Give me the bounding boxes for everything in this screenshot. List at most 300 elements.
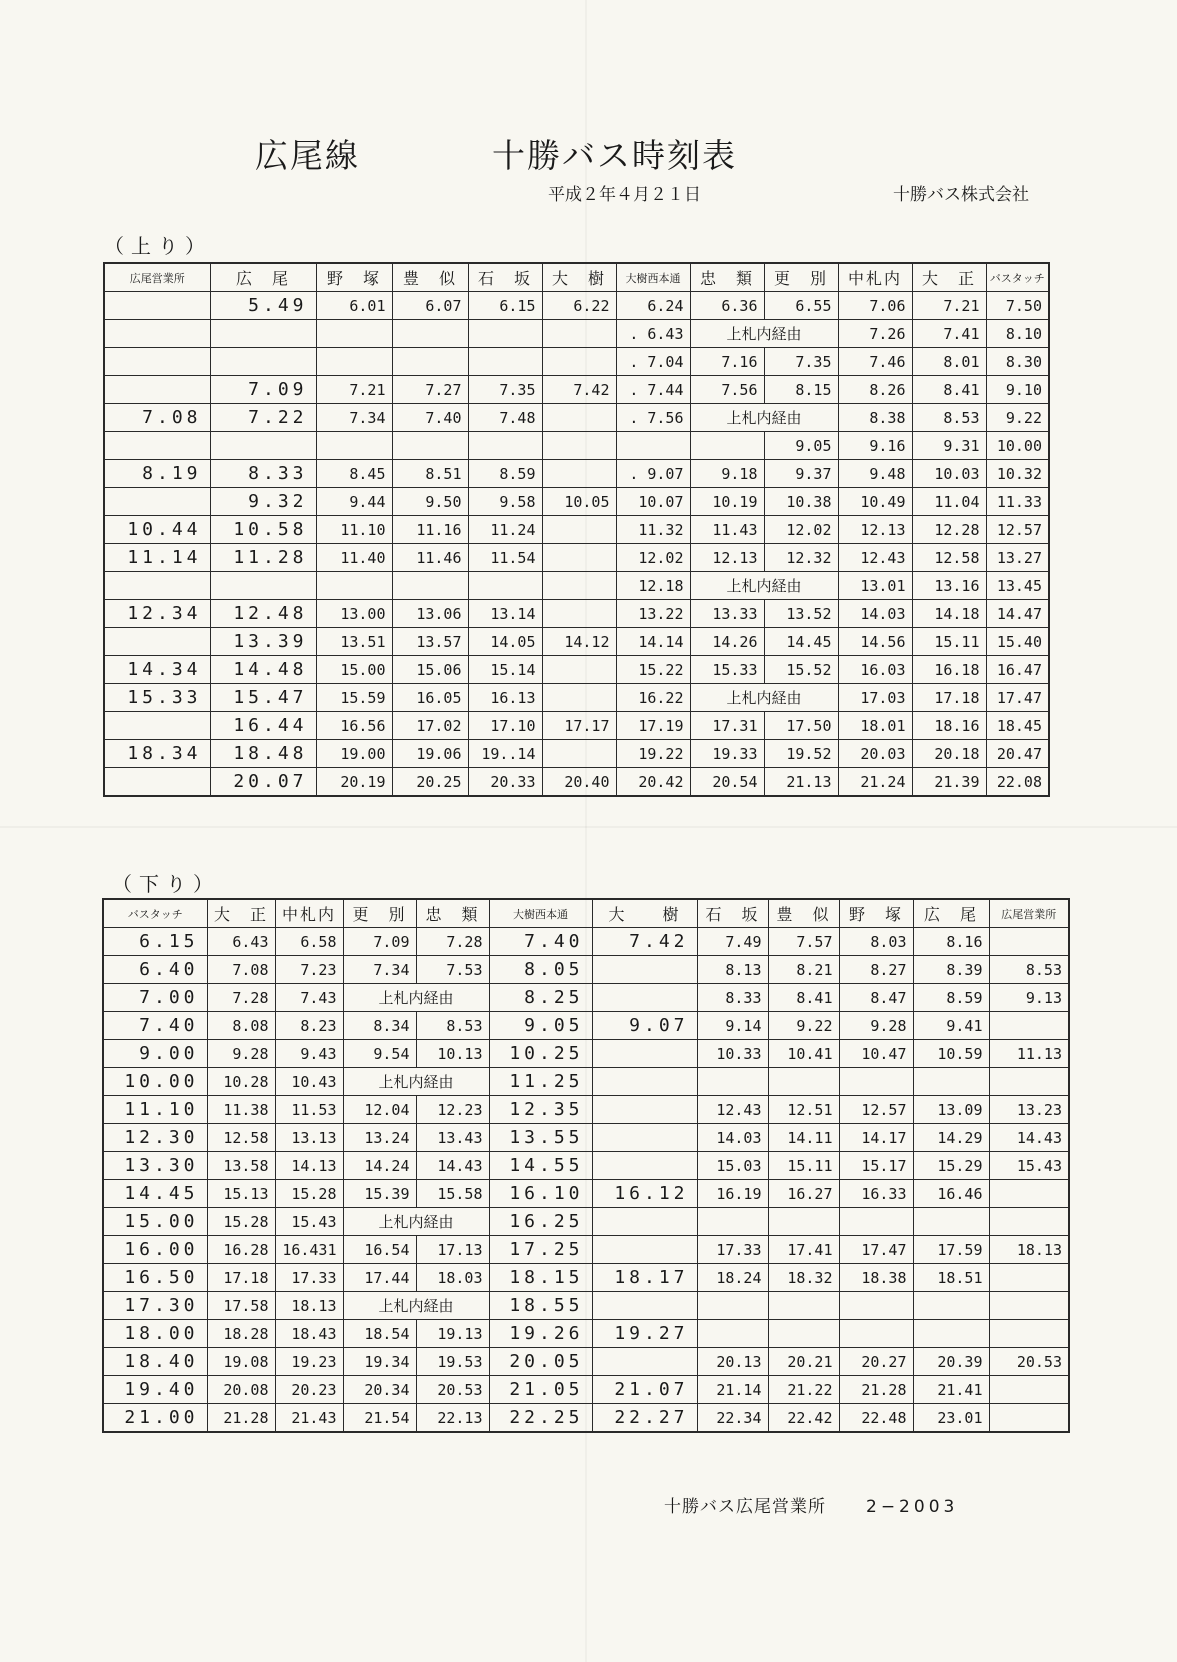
- time-cell: 7.46: [838, 348, 912, 376]
- time-cell: 22.42: [768, 1404, 839, 1433]
- time-cell: 9.44: [316, 488, 392, 516]
- time-cell: 18.32: [768, 1264, 839, 1292]
- time-cell: [392, 572, 468, 600]
- time-cell: 17.33: [697, 1236, 768, 1264]
- time-cell: 13.06: [392, 600, 468, 628]
- time-cell: 17.31: [690, 712, 764, 740]
- time-cell: 6.24: [616, 292, 690, 320]
- time-cell: 8.51: [392, 460, 468, 488]
- table-row: [103, 956, 1069, 984]
- time-cell: 14.48: [210, 656, 316, 684]
- time-cell: 17.18: [912, 684, 986, 712]
- time-cell: 13.23: [989, 1096, 1069, 1124]
- time-cell: [989, 1208, 1069, 1236]
- via-note: 上札内経由: [690, 320, 838, 348]
- time-cell: 20.39: [913, 1348, 989, 1376]
- time-cell: 7.09: [210, 376, 316, 404]
- time-cell: 8.39: [913, 956, 989, 984]
- time-cell: 16.25: [489, 1208, 592, 1236]
- route-name: 広尾線: [255, 136, 360, 175]
- time-cell: . 7.04: [616, 348, 690, 376]
- time-cell: 18.17: [592, 1264, 697, 1292]
- time-cell: 10.33: [697, 1040, 768, 1068]
- time-cell: 12.13: [690, 544, 764, 572]
- time-cell: 17.33: [275, 1264, 343, 1292]
- time-cell: 12.51: [768, 1096, 839, 1124]
- time-cell: . 9.07: [616, 460, 690, 488]
- time-cell: 12.57: [986, 516, 1049, 544]
- time-cell: 20.25: [392, 768, 468, 797]
- time-cell: 15.47: [210, 684, 316, 712]
- time-cell: 6.43: [207, 928, 275, 956]
- time-cell: 12.43: [697, 1096, 768, 1124]
- time-cell: 7.08: [207, 956, 275, 984]
- time-cell: 11.10: [316, 516, 392, 544]
- time-cell: 14.43: [989, 1124, 1069, 1152]
- time-cell: 15.00: [316, 656, 392, 684]
- time-cell: 19.13: [416, 1320, 489, 1348]
- time-cell: 20.18: [912, 740, 986, 768]
- time-cell: 7.34: [316, 404, 392, 432]
- time-cell: [104, 572, 210, 600]
- table-row: [104, 460, 1049, 488]
- time-cell: [316, 572, 392, 600]
- stop-header: 豊 似: [768, 899, 839, 928]
- time-cell: [542, 432, 616, 460]
- time-cell: [592, 1208, 697, 1236]
- time-cell: 5.49: [210, 292, 316, 320]
- time-cell: [542, 600, 616, 628]
- time-cell: 16.33: [839, 1180, 913, 1208]
- table-row: [104, 292, 1049, 320]
- time-cell: 18.34: [104, 740, 210, 768]
- time-cell: 19.08: [207, 1348, 275, 1376]
- time-cell: 7.43: [275, 984, 343, 1012]
- time-cell: 19.26: [489, 1320, 592, 1348]
- time-cell: 15.28: [275, 1180, 343, 1208]
- via-note: 上札内経由: [690, 572, 838, 600]
- time-cell: 7.41: [912, 320, 986, 348]
- table-row: [104, 712, 1049, 740]
- time-cell: 11.24: [468, 516, 542, 544]
- time-cell: 15.43: [989, 1152, 1069, 1180]
- time-cell: [210, 320, 316, 348]
- time-cell: 11.04: [912, 488, 986, 516]
- time-cell: 12.28: [912, 516, 986, 544]
- time-cell: 16.431: [275, 1236, 343, 1264]
- time-cell: 16.12: [592, 1180, 697, 1208]
- time-cell: [592, 1348, 697, 1376]
- time-cell: 11.32: [616, 516, 690, 544]
- time-cell: 7.28: [207, 984, 275, 1012]
- time-cell: 8.21: [768, 956, 839, 984]
- time-cell: 11.13: [989, 1040, 1069, 1068]
- stop-header: 広 尾: [210, 263, 316, 292]
- time-cell: [542, 348, 616, 376]
- time-cell: 6.01: [316, 292, 392, 320]
- time-cell: [839, 1320, 913, 1348]
- time-cell: 8.45: [316, 460, 392, 488]
- time-cell: 18.54: [343, 1320, 416, 1348]
- time-cell: 20.05: [489, 1348, 592, 1376]
- time-cell: 14.17: [839, 1124, 913, 1152]
- time-cell: [210, 572, 316, 600]
- time-cell: 8.53: [912, 404, 986, 432]
- time-cell: [697, 1068, 768, 1096]
- time-cell: 17.47: [986, 684, 1049, 712]
- time-cell: 18.40: [103, 1348, 207, 1376]
- time-cell: 14.03: [838, 600, 912, 628]
- time-cell: 23.01: [913, 1404, 989, 1433]
- time-cell: [592, 1096, 697, 1124]
- time-cell: 18.38: [839, 1264, 913, 1292]
- via-note: 上札内経由: [343, 984, 489, 1012]
- time-cell: 15.29: [913, 1152, 989, 1180]
- table-row: [104, 628, 1049, 656]
- time-cell: 19.34: [343, 1348, 416, 1376]
- time-cell: 17.25: [489, 1236, 592, 1264]
- time-cell: 7.42: [592, 928, 697, 956]
- time-cell: 14.18: [912, 600, 986, 628]
- time-cell: 12.23: [416, 1096, 489, 1124]
- time-cell: 8.41: [768, 984, 839, 1012]
- table-row: [104, 740, 1049, 768]
- time-cell: [989, 1320, 1069, 1348]
- time-cell: 21.43: [275, 1404, 343, 1433]
- table-row: [103, 1404, 1069, 1433]
- time-cell: 9.05: [764, 432, 838, 460]
- time-cell: 9.10: [986, 376, 1049, 404]
- time-cell: 8.23: [275, 1012, 343, 1040]
- stop-header: 大 樹: [542, 263, 616, 292]
- time-cell: 18.45: [986, 712, 1049, 740]
- time-cell: 8.41: [912, 376, 986, 404]
- time-cell: 13.45: [986, 572, 1049, 600]
- time-cell: [616, 432, 690, 460]
- time-cell: 21.05: [489, 1376, 592, 1404]
- time-cell: 7.06: [838, 292, 912, 320]
- stop-header: 石 坂: [468, 263, 542, 292]
- time-cell: 13.55: [489, 1124, 592, 1152]
- time-cell: 13.33: [690, 600, 764, 628]
- time-cell: 15.11: [912, 628, 986, 656]
- time-cell: 6.55: [764, 292, 838, 320]
- stop-header: バスタッチ: [986, 263, 1049, 292]
- time-cell: 17.59: [913, 1236, 989, 1264]
- time-cell: 11.43: [690, 516, 764, 544]
- time-cell: 19.27: [592, 1320, 697, 1348]
- time-cell: 13.00: [316, 600, 392, 628]
- time-cell: [104, 376, 210, 404]
- time-cell: [839, 1068, 913, 1096]
- time-cell: 21.22: [768, 1376, 839, 1404]
- time-cell: 7.21: [912, 292, 986, 320]
- time-cell: 6.15: [468, 292, 542, 320]
- time-cell: 9.32: [210, 488, 316, 516]
- time-cell: 8.10: [986, 320, 1049, 348]
- time-cell: 15.40: [986, 628, 1049, 656]
- time-cell: [316, 348, 392, 376]
- time-cell: [104, 488, 210, 516]
- time-cell: 8.26: [838, 376, 912, 404]
- time-cell: [392, 348, 468, 376]
- time-cell: 10.38: [764, 488, 838, 516]
- table-row: [104, 488, 1049, 516]
- company-name: 十勝バス株式会社: [893, 185, 1029, 205]
- table-row: [103, 1124, 1069, 1152]
- time-cell: 20.54: [690, 768, 764, 797]
- time-cell: 14.24: [343, 1152, 416, 1180]
- time-cell: 10.47: [839, 1040, 913, 1068]
- time-cell: 8.27: [839, 956, 913, 984]
- time-cell: [592, 984, 697, 1012]
- time-cell: [913, 1068, 989, 1096]
- time-cell: 18.51: [913, 1264, 989, 1292]
- time-cell: 9.16: [838, 432, 912, 460]
- time-cell: 13.01: [838, 572, 912, 600]
- time-cell: 18.16: [912, 712, 986, 740]
- time-cell: 8.38: [838, 404, 912, 432]
- table-row: [104, 320, 1049, 348]
- time-cell: 8.47: [839, 984, 913, 1012]
- time-cell: 22.08: [986, 768, 1049, 797]
- time-cell: 16.18: [912, 656, 986, 684]
- stop-header: 野 塚: [839, 899, 913, 928]
- time-cell: 7.27: [392, 376, 468, 404]
- time-cell: [542, 572, 616, 600]
- stop-header: 大 正: [912, 263, 986, 292]
- time-cell: 12.13: [838, 516, 912, 544]
- time-cell: 7.50: [986, 292, 1049, 320]
- office-name: 十勝バス広尾営業所: [664, 1497, 826, 1517]
- fold-crease-horizontal: [0, 826, 1177, 828]
- time-cell: 16.22: [616, 684, 690, 712]
- time-cell: 18.28: [207, 1320, 275, 1348]
- time-cell: [542, 320, 616, 348]
- time-cell: [542, 740, 616, 768]
- time-cell: 20.08: [207, 1376, 275, 1404]
- time-cell: 9.22: [768, 1012, 839, 1040]
- time-cell: 18.13: [275, 1292, 343, 1320]
- time-cell: 7.35: [764, 348, 838, 376]
- time-cell: 14.03: [697, 1124, 768, 1152]
- table-row: [103, 928, 1069, 956]
- time-cell: 14.45: [764, 628, 838, 656]
- time-cell: 13.22: [616, 600, 690, 628]
- time-cell: 17.13: [416, 1236, 489, 1264]
- time-cell: 9.43: [275, 1040, 343, 1068]
- time-cell: [592, 1236, 697, 1264]
- time-cell: 20.23: [275, 1376, 343, 1404]
- table-row: [104, 656, 1049, 684]
- time-cell: 16.19: [697, 1180, 768, 1208]
- time-cell: 19.22: [616, 740, 690, 768]
- time-cell: [542, 656, 616, 684]
- time-cell: 15.33: [690, 656, 764, 684]
- time-cell: 21.28: [839, 1376, 913, 1404]
- time-cell: 14.14: [616, 628, 690, 656]
- stop-header: 広 尾: [913, 899, 989, 928]
- time-cell: [913, 1208, 989, 1236]
- table-row: [104, 572, 1049, 600]
- time-cell: 21.54: [343, 1404, 416, 1433]
- time-cell: 17.58: [207, 1292, 275, 1320]
- time-cell: [592, 1152, 697, 1180]
- via-note: 上札内経由: [343, 1292, 489, 1320]
- time-cell: 14.45: [103, 1180, 207, 1208]
- time-cell: 6.40: [103, 956, 207, 984]
- time-cell: 8.34: [343, 1012, 416, 1040]
- table-row: [103, 1040, 1069, 1068]
- time-cell: 13.09: [913, 1096, 989, 1124]
- time-cell: 13.51: [316, 628, 392, 656]
- table-row: [103, 1068, 1069, 1096]
- time-cell: 20.34: [343, 1376, 416, 1404]
- up-direction-label: （上り）: [104, 234, 212, 258]
- table-row: [104, 376, 1049, 404]
- time-cell: 7.48: [468, 404, 542, 432]
- time-cell: 17.44: [343, 1264, 416, 1292]
- table-row: [104, 348, 1049, 376]
- time-cell: 10.00: [103, 1068, 207, 1096]
- time-cell: [468, 348, 542, 376]
- time-cell: 7.16: [690, 348, 764, 376]
- time-cell: 22.27: [592, 1404, 697, 1433]
- time-cell: 10.00: [986, 432, 1049, 460]
- time-cell: [592, 1068, 697, 1096]
- time-cell: 14.56: [838, 628, 912, 656]
- time-cell: 19.00: [316, 740, 392, 768]
- time-cell: 11.54: [468, 544, 542, 572]
- time-cell: 8.59: [913, 984, 989, 1012]
- table-row: [103, 1320, 1069, 1348]
- time-cell: 7.21: [316, 376, 392, 404]
- time-cell: 8.19: [104, 460, 210, 488]
- time-cell: 9.48: [838, 460, 912, 488]
- time-cell: 6.07: [392, 292, 468, 320]
- time-cell: 19.33: [690, 740, 764, 768]
- header-row: [103, 899, 1069, 928]
- issue-date: 平成２年４月２１日: [548, 185, 701, 205]
- time-cell: 20.47: [986, 740, 1049, 768]
- time-cell: 18.55: [489, 1292, 592, 1320]
- time-cell: 13.13: [275, 1124, 343, 1152]
- time-cell: 7.09: [343, 928, 416, 956]
- time-cell: 7.23: [275, 956, 343, 984]
- time-cell: 18.13: [989, 1236, 1069, 1264]
- time-cell: 16.28: [207, 1236, 275, 1264]
- time-cell: 14.47: [986, 600, 1049, 628]
- time-cell: 7.34: [343, 956, 416, 984]
- up-timetable: [103, 262, 1050, 797]
- time-cell: 10.07: [616, 488, 690, 516]
- time-cell: 17.03: [838, 684, 912, 712]
- time-cell: 20.27: [839, 1348, 913, 1376]
- time-cell: 9.28: [207, 1040, 275, 1068]
- time-cell: 15.00: [103, 1208, 207, 1236]
- table-row: [104, 432, 1049, 460]
- time-cell: 14.34: [104, 656, 210, 684]
- table-row: [104, 768, 1049, 797]
- time-cell: 13.58: [207, 1152, 275, 1180]
- time-cell: 12.02: [616, 544, 690, 572]
- time-cell: 9.14: [697, 1012, 768, 1040]
- time-cell: 16.10: [489, 1180, 592, 1208]
- time-cell: [542, 544, 616, 572]
- stop-header: 広尾営業所: [104, 263, 210, 292]
- time-cell: 9.28: [839, 1012, 913, 1040]
- time-cell: 19.53: [416, 1348, 489, 1376]
- time-cell: [542, 516, 616, 544]
- time-cell: 15.17: [839, 1152, 913, 1180]
- time-cell: 22.25: [489, 1404, 592, 1433]
- time-cell: [768, 1320, 839, 1348]
- time-cell: 20.13: [697, 1348, 768, 1376]
- time-cell: 21.07: [592, 1376, 697, 1404]
- time-cell: 15.28: [207, 1208, 275, 1236]
- time-cell: 7.40: [392, 404, 468, 432]
- time-cell: 21.00: [103, 1404, 207, 1433]
- time-cell: 20.03: [838, 740, 912, 768]
- time-cell: [104, 712, 210, 740]
- time-cell: [697, 1208, 768, 1236]
- table-row: [103, 1236, 1069, 1264]
- time-cell: 10.28: [207, 1068, 275, 1096]
- time-cell: 13.39: [210, 628, 316, 656]
- time-cell: 12.48: [210, 600, 316, 628]
- time-cell: 8.59: [468, 460, 542, 488]
- time-cell: [839, 1208, 913, 1236]
- time-cell: [989, 928, 1069, 956]
- time-cell: 18.00: [103, 1320, 207, 1348]
- time-cell: 10.43: [275, 1068, 343, 1096]
- time-cell: 7.40: [103, 1012, 207, 1040]
- time-cell: 15.39: [343, 1180, 416, 1208]
- time-cell: 20.33: [468, 768, 542, 797]
- time-cell: 20.19: [316, 768, 392, 797]
- time-cell: 7.26: [838, 320, 912, 348]
- time-cell: 8.08: [207, 1012, 275, 1040]
- time-cell: 13.43: [416, 1124, 489, 1152]
- time-cell: 10.05: [542, 488, 616, 516]
- time-cell: 13.24: [343, 1124, 416, 1152]
- time-cell: 14.43: [416, 1152, 489, 1180]
- time-cell: 13.27: [986, 544, 1049, 572]
- time-cell: 20.53: [416, 1376, 489, 1404]
- time-cell: 9.05: [489, 1012, 592, 1040]
- table-row: [104, 404, 1049, 432]
- table-row: [104, 516, 1049, 544]
- time-cell: 7.35: [468, 376, 542, 404]
- time-cell: [989, 1012, 1069, 1040]
- time-cell: 21.24: [838, 768, 912, 797]
- time-cell: 13.16: [912, 572, 986, 600]
- time-cell: 7.00: [103, 984, 207, 1012]
- time-cell: [316, 320, 392, 348]
- time-cell: 10.32: [986, 460, 1049, 488]
- time-cell: 7.22: [210, 404, 316, 432]
- time-cell: 17.10: [468, 712, 542, 740]
- time-cell: 7.08: [104, 404, 210, 432]
- footer: [664, 1492, 958, 1517]
- time-cell: [989, 1068, 1069, 1096]
- time-cell: [913, 1320, 989, 1348]
- time-cell: [768, 1208, 839, 1236]
- time-cell: 19.52: [764, 740, 838, 768]
- time-cell: 11.40: [316, 544, 392, 572]
- time-cell: 16.05: [392, 684, 468, 712]
- stop-header: 大樹西本通: [489, 899, 592, 928]
